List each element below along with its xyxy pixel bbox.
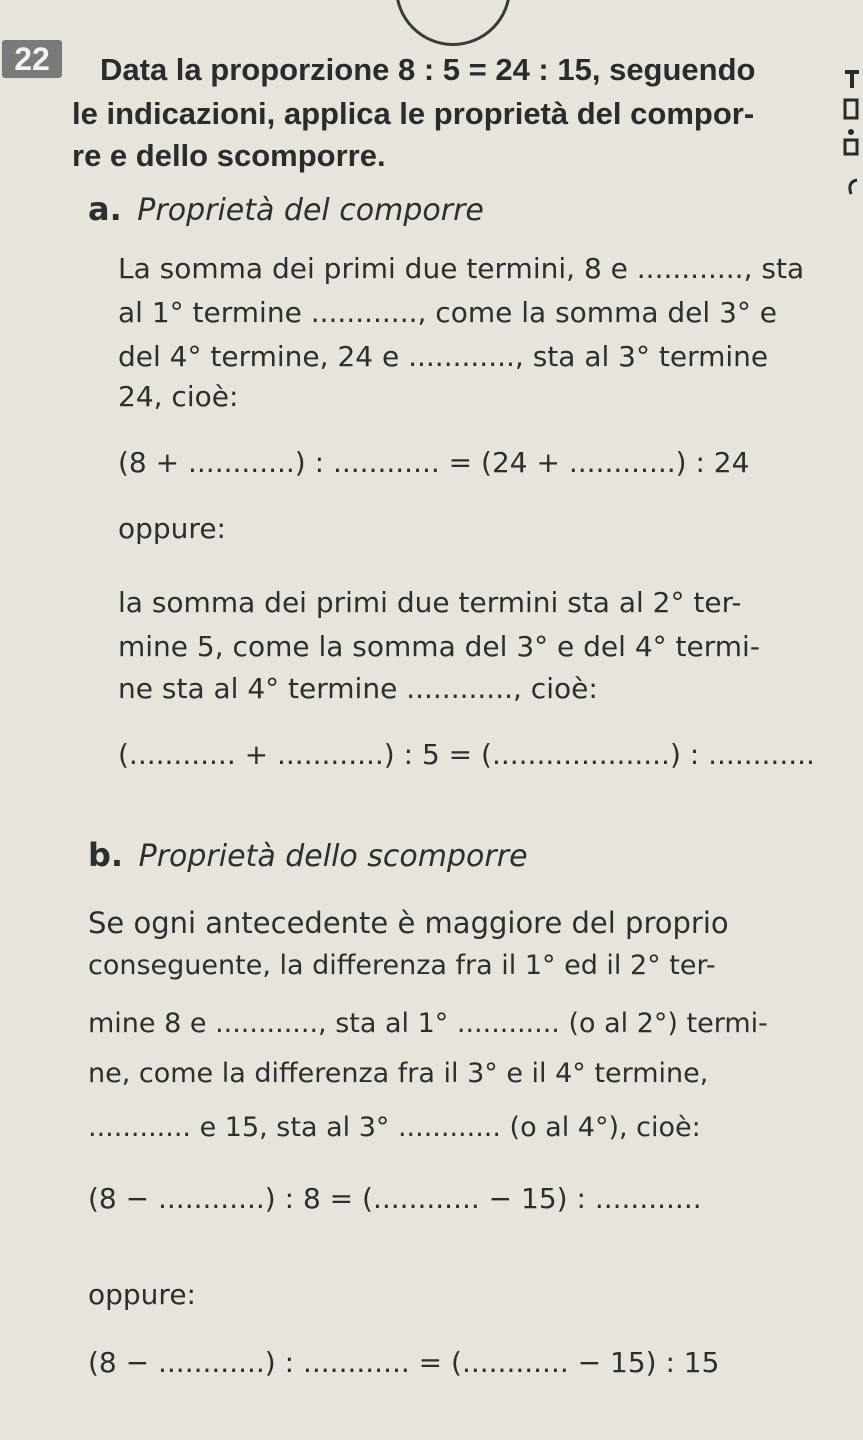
section-a-equation-1: (8 + ............) : ............ = (24 + ............) : 24 xyxy=(118,446,750,479)
section-b-p1-line-4: ne, come la differenza fra il 3° e il 4° termine, xyxy=(88,1058,709,1089)
section-a-equation-2: (............ + ............) : 5 = (....................) : ............ xyxy=(118,738,815,771)
section-b-equation-1: (8 − ............) : 8 = (............ − 15) : ............ xyxy=(88,1182,702,1215)
section-a-title: Proprietà del comporre xyxy=(137,193,484,228)
section-a-p1-line-2: al 1° termine ............, come la somma del 3° e xyxy=(118,296,778,329)
section-a-p2-line-3: ne sta al 4° termine ............, cioè: xyxy=(118,672,598,705)
section-a-p1-line-3: del 4° termine, 24 e ............, sta al 3° termine xyxy=(118,340,769,373)
exercise-title-line-2: le indicazioni, applica le proprietà del compor- xyxy=(72,96,755,131)
section-b-p1-line-1: Se ogni antecedente è maggiore del proprio xyxy=(88,906,729,940)
section-b-equation-2: (8 − ............) : ............ = (............ − 15) : 15 xyxy=(88,1346,720,1379)
margin-mark xyxy=(843,60,863,200)
exercise-title-line-1: Data la proporzione 8 : 5 = 24 : 15, seguendo xyxy=(100,52,756,87)
exercise-number: 22 xyxy=(2,40,62,78)
section-b-title: Proprietà dello scomporre xyxy=(138,839,528,874)
section-a-p2-line-1: la somma dei primi due termini sta al 2° ter- xyxy=(118,586,742,619)
section-a-p2-line-2: mine 5, come la somma del 3° e del 4° termi- xyxy=(118,630,760,663)
section-b-oppure: oppure: xyxy=(88,1278,196,1311)
section-b-heading xyxy=(88,836,528,874)
section-a-letter: a. xyxy=(88,190,122,228)
section-b-p1-line-2: conseguente, la differenza fra il 1° ed il 2° ter- xyxy=(88,950,716,981)
section-a-p1-line-4: 24, cioè: xyxy=(118,380,239,413)
section-b-p1-line-3: mine 8 e ............, sta al 1° ............ (o al 2°) termi- xyxy=(88,1008,768,1039)
section-b-letter: b. xyxy=(88,836,124,874)
decorative-arc xyxy=(395,0,511,46)
section-a-p1-line-1: La somma dei primi due termini, 8 e ............, sta xyxy=(118,252,805,285)
section-a-oppure: oppure: xyxy=(118,512,226,545)
exercise-title-line-3: re e dello scomporre. xyxy=(72,138,386,173)
section-b-p1-line-5: ............ e 15, sta al 3° ............ (o al 4°), cioè: xyxy=(88,1112,701,1143)
section-a-heading xyxy=(88,190,484,228)
